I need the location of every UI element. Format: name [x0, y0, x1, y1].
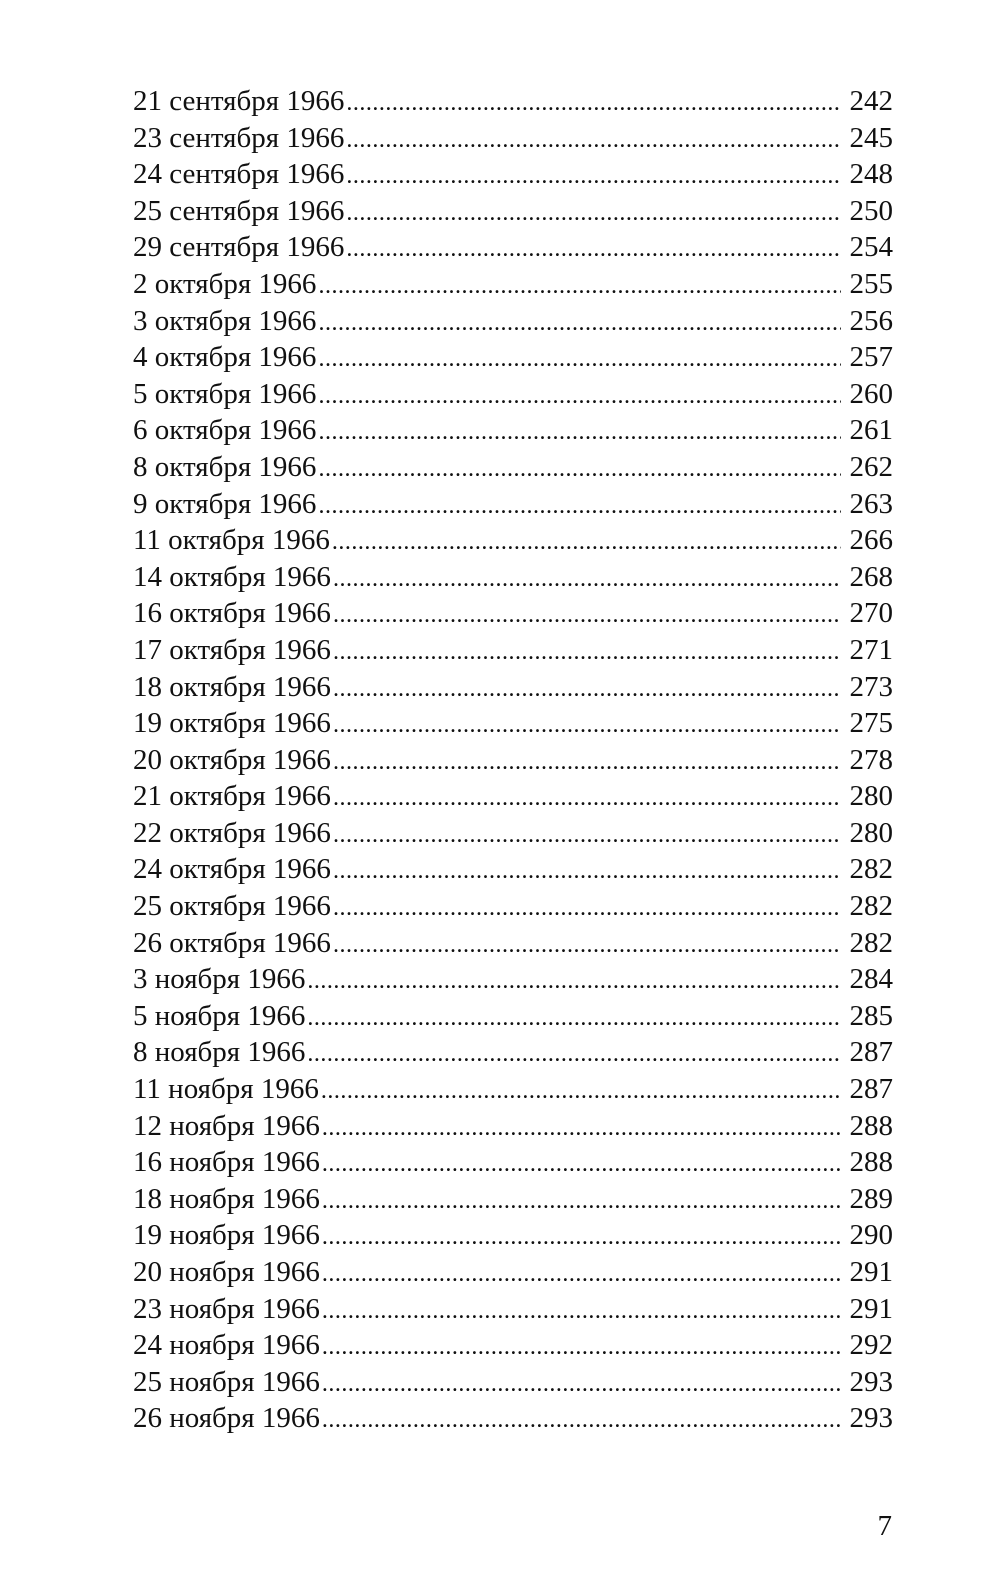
toc-entry-title: 11 ноября 1966 [133, 1073, 319, 1106]
page-number: 7 [877, 1510, 892, 1542]
toc-entry-title: 25 октября 1966 [133, 890, 331, 923]
toc-entry [133, 1108, 893, 1145]
toc-entry [133, 376, 893, 413]
toc-entry-page: 290 [849, 1219, 893, 1252]
dot-leader [322, 1254, 841, 1293]
dot-leader [333, 559, 841, 598]
dot-leader [307, 998, 841, 1037]
toc-entry-page: 257 [849, 341, 893, 374]
toc-entry-page: 291 [849, 1256, 893, 1288]
toc-entry [133, 669, 893, 706]
toc-entry-page: 266 [849, 524, 893, 557]
toc-entry-page: 261 [849, 414, 893, 447]
toc-entry [133, 815, 893, 852]
toc-entry-title: 2 октября 1966 [133, 267, 317, 300]
toc-entry-title: 20 ноября 1966 [133, 1256, 320, 1288]
toc-entry-page: 273 [849, 670, 893, 703]
toc-entry [133, 1327, 893, 1364]
toc-entry [133, 1217, 893, 1254]
toc-entry [133, 925, 893, 962]
dot-leader [318, 486, 841, 525]
toc-entry-page: 256 [849, 304, 893, 337]
toc-entry [133, 1364, 893, 1401]
dot-leader [333, 705, 841, 744]
toc-entry-title: 19 октября 1966 [133, 707, 331, 740]
toc-entry-title: 20 октября 1966 [133, 743, 331, 776]
toc-entry [133, 266, 893, 303]
dot-leader [322, 1181, 841, 1220]
toc-entry-title: 5 ноября 1966 [133, 999, 306, 1032]
toc-entry-page: 282 [849, 890, 893, 923]
toc-entry-page: 268 [849, 560, 893, 593]
dot-leader [333, 742, 841, 781]
dot-leader [321, 1071, 841, 1110]
toc-entry-title: 22 октября 1966 [133, 816, 331, 849]
dot-leader [333, 595, 841, 634]
toc-entry-page: 282 [849, 853, 893, 886]
dot-leader [322, 1327, 841, 1366]
dot-leader [322, 1217, 841, 1256]
toc-entry [133, 1181, 893, 1218]
toc-entry [133, 595, 893, 632]
toc-entry-title: 8 ноября 1966 [133, 1036, 306, 1069]
dot-leader [318, 449, 841, 488]
dot-leader [307, 1034, 841, 1073]
toc-entry-page: 289 [849, 1182, 893, 1215]
toc-entry [133, 412, 893, 449]
toc-entry-page: 292 [849, 1329, 893, 1362]
toc-entry-title: 21 октября 1966 [133, 780, 331, 813]
toc-entry-title: 26 октября 1966 [133, 926, 331, 959]
toc-entry-title: 17 октября 1966 [133, 633, 331, 666]
toc-entry-title: 3 ноября 1966 [133, 963, 306, 996]
toc-entry-page: 288 [849, 1109, 893, 1142]
dot-leader [346, 229, 841, 268]
dot-leader [333, 925, 841, 964]
toc-entry [133, 1144, 893, 1181]
toc-entry [133, 303, 893, 340]
toc-entry-page: 275 [849, 707, 893, 740]
toc-entry [133, 83, 893, 120]
toc-entry-page: 287 [849, 1036, 893, 1069]
dot-leader [333, 815, 841, 854]
toc-entry-page: 293 [849, 1402, 893, 1435]
toc-entry [133, 851, 893, 888]
toc-entry [133, 522, 893, 559]
toc-entry-title: 16 ноября 1966 [133, 1146, 320, 1179]
dot-leader [318, 339, 841, 378]
toc-entry-page: 270 [849, 597, 893, 630]
toc-entry [133, 559, 893, 596]
toc-entry-title: 5 октября 1966 [133, 377, 317, 410]
dot-leader [322, 1364, 841, 1403]
dot-leader [322, 1291, 841, 1330]
toc-entry-page: 280 [849, 816, 893, 849]
dot-leader [333, 851, 841, 890]
toc-entry [133, 193, 893, 230]
toc-entry [133, 1291, 893, 1328]
toc-entry-page: 262 [849, 450, 893, 483]
toc-entry [133, 632, 893, 669]
table-of-contents [133, 83, 893, 1437]
toc-entry [133, 156, 893, 193]
toc-entry [133, 742, 893, 779]
toc-entry-title: 25 сентября 1966 [133, 194, 345, 227]
toc-entry-title: 24 ноября 1966 [133, 1329, 320, 1362]
toc-entry-page: 242 [849, 85, 893, 117]
toc-entry-title: 18 октября 1966 [133, 670, 331, 703]
toc-entry [133, 778, 893, 815]
dot-leader [322, 1144, 841, 1183]
dot-leader [307, 961, 841, 1000]
toc-entry-page: 284 [849, 963, 893, 996]
dot-leader [318, 303, 841, 342]
toc-entry-title: 29 сентября 1966 [133, 231, 345, 264]
toc-entry [133, 449, 893, 486]
dot-leader [318, 376, 841, 415]
toc-entry-page: 260 [849, 377, 893, 410]
dot-leader [333, 632, 841, 671]
toc-entry [133, 486, 893, 523]
dot-leader [333, 669, 841, 708]
toc-entry-title: 16 октября 1966 [133, 597, 331, 630]
toc-entry-page: 287 [849, 1073, 893, 1106]
dot-leader [333, 778, 841, 817]
dot-leader [346, 193, 841, 232]
toc-entry [133, 1071, 893, 1108]
toc-entry-title: 11 октября 1966 [133, 524, 330, 557]
toc-entry [133, 1400, 893, 1437]
toc-entry-title: 24 октября 1966 [133, 853, 331, 886]
toc-entry-page: 282 [849, 926, 893, 959]
toc-entry-title: 26 ноября 1966 [133, 1402, 320, 1435]
toc-entry [133, 229, 893, 266]
toc-entry-title: 14 октября 1966 [133, 560, 331, 593]
dot-leader [346, 83, 841, 122]
toc-entry-page: 280 [849, 780, 893, 813]
toc-entry [133, 1254, 893, 1291]
toc-entry-title: 18 ноября 1966 [133, 1182, 320, 1215]
toc-entry-title: 12 ноября 1966 [133, 1109, 320, 1142]
toc-entry [133, 705, 893, 742]
toc-entry [133, 888, 893, 925]
dot-leader [346, 156, 841, 195]
toc-entry-page: 245 [849, 121, 893, 154]
dot-leader [346, 120, 841, 159]
toc-entry-page: 291 [849, 1292, 893, 1325]
toc-entry-title: 6 октября 1966 [133, 414, 317, 447]
toc-entry-page: 263 [849, 487, 893, 520]
toc-entry [133, 339, 893, 376]
dot-leader [318, 266, 841, 305]
toc-entry-page: 288 [849, 1146, 893, 1179]
toc-entry-page: 248 [849, 158, 893, 191]
toc-entry-page: 250 [849, 194, 893, 227]
toc-entry-page: 271 [849, 633, 893, 666]
toc-entry-title: 24 сентября 1966 [133, 158, 345, 191]
toc-entry [133, 120, 893, 157]
toc-entry-title: 9 октября 1966 [133, 487, 317, 520]
toc-entry-title: 21 сентября 1966 [133, 85, 345, 117]
dot-leader [318, 412, 841, 451]
dot-leader [333, 888, 841, 927]
toc-entry-page: 255 [849, 267, 893, 300]
toc-entry-title: 19 ноября 1966 [133, 1219, 320, 1252]
toc-entry-page: 254 [849, 231, 893, 264]
toc-entry [133, 961, 893, 998]
toc-entry-title: 8 октября 1966 [133, 450, 317, 483]
toc-entry-title: 25 ноября 1966 [133, 1365, 320, 1398]
dot-leader [322, 1108, 841, 1147]
toc-entry-title: 3 октября 1966 [133, 304, 317, 337]
toc-entry [133, 1034, 893, 1071]
dot-leader [322, 1400, 841, 1439]
toc-entry-page: 285 [849, 999, 893, 1032]
toc-entry-page: 293 [849, 1365, 893, 1398]
toc-entry-title: 4 октября 1966 [133, 341, 317, 374]
toc-entry-page: 278 [849, 743, 893, 776]
toc-entry-title: 23 ноября 1966 [133, 1292, 320, 1325]
dot-leader [332, 522, 841, 561]
toc-entry [133, 998, 893, 1035]
toc-entry-title: 23 сентября 1966 [133, 121, 345, 154]
